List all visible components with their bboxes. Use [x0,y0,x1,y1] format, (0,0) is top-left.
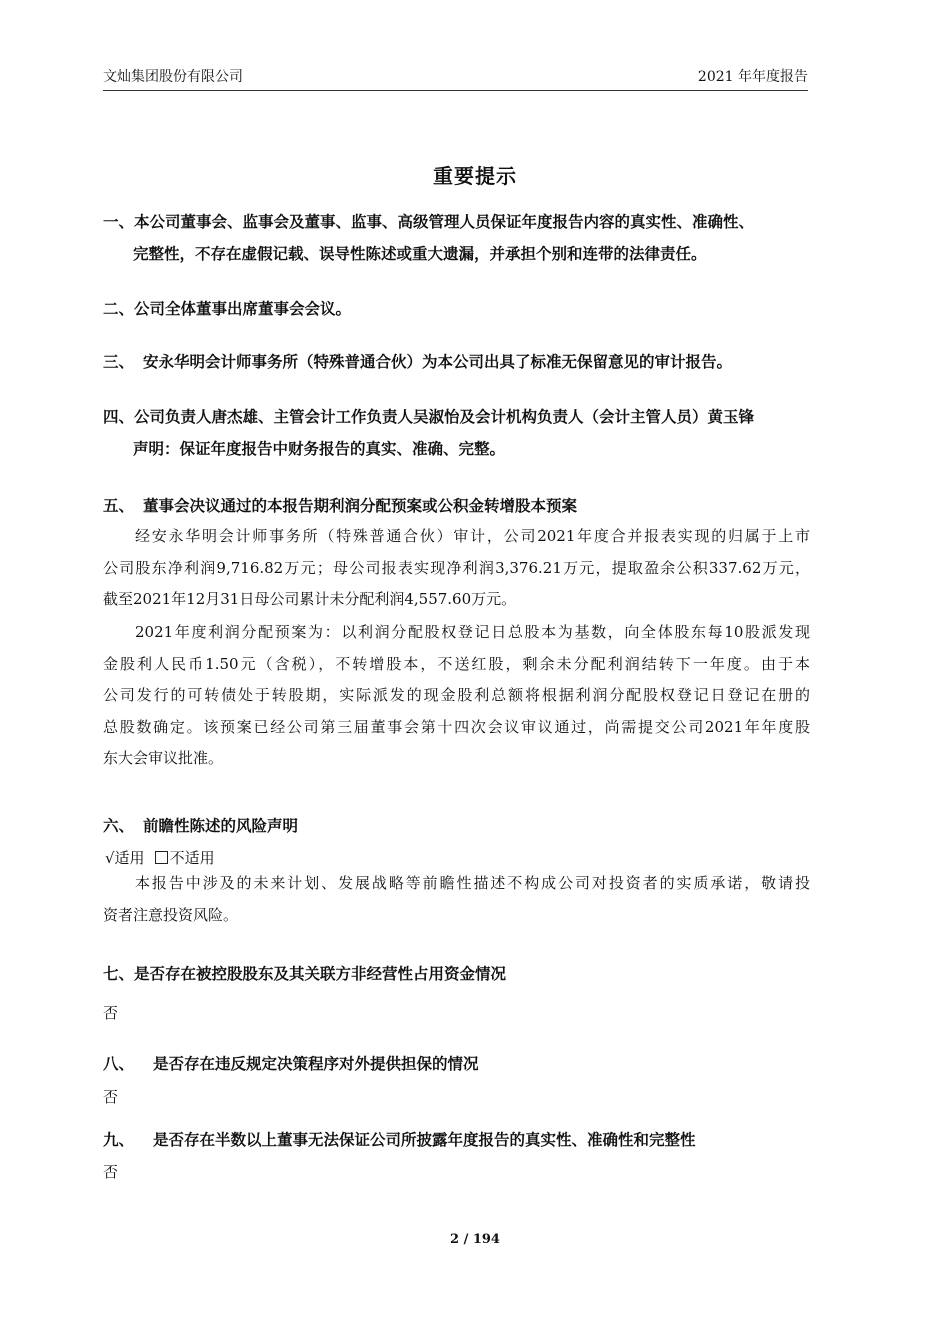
header-company-name: 文灿集团股份有限公司 [103,69,243,85]
item-number: 四、 [103,408,135,426]
notice-item-6 [103,810,810,842]
answer-item-9: 否 [103,1163,119,1181]
item-text-line-1: 前瞻性陈述的风险声明 [143,817,299,835]
item-text-line-1: 本公司董事会、监事会及董事、监事、高级管理人员保证年度报告内容的真实性、准确性、 [134,213,755,231]
item-number: 八、 [103,1055,135,1073]
notice-item-1 [103,206,810,270]
item-number: 三、 [103,353,135,371]
item-text-line-1: 安永华明会计师事务所（特殊普通合伙）为本公司出具了标准无保留意见的审计报告。 [143,353,733,371]
paragraph-line: 截至2021年12月31日母公司累计未分配利润4,557.60万元。 [103,590,517,608]
answer-item-8: 否 [103,1088,119,1106]
notice-item-8 [103,1048,810,1080]
profit-distribution-paragraph-1 [103,521,810,616]
applicability-options [105,848,215,868]
paragraph-line: 2021年度利润分配预案为：以利润分配股权登记日总股本为基数，向全体股东每10股派发现 [135,623,810,641]
paragraph-line: 东大会审议批准。 [103,749,224,767]
notice-item-2 [103,293,810,325]
paragraph-line: 经安永华明会计师事务所（特殊普通合伙）审计，公司2021年度合并报表实现的归属于上市 [135,527,810,545]
notice-item-9 [103,1124,810,1156]
paragraph-line: 本报告中涉及的未来计划、发展战略等前瞻性描述不构成公司对投资者的实质承诺，敬请投 [135,874,810,892]
page-header [103,66,808,91]
risk-statement-paragraph [103,868,810,931]
unchecked-box-icon [155,851,168,864]
item-number: 六、 [103,817,135,835]
applicable-checked-option: √适用 [105,849,145,867]
page-number: 2 / 194 [450,1232,500,1247]
item-text-line-1: 董事会决议通过的本报告期利润分配预案或公积金转增股本预案 [143,497,578,515]
profit-distribution-paragraph-2 [103,617,810,775]
paragraph-line: 资者注意投资风险。 [103,905,239,924]
item-text-line-1: 是否存在半数以上董事无法保证公司所披露年度报告的真实性、准确性和完整性 [153,1131,696,1149]
item-text-line-2: 声明：保证年度报告中财务报告的真实、准确、完整。 [133,440,506,458]
item-text-line-1: 公司负责人唐杰雄、主管会计工作负责人吴淑怡及会计机构负责人（会计主管人员）黄玉锋 [134,408,755,426]
notice-item-7 [103,958,810,990]
item-text-line-1: 公司全体董事出席董事会会议。 [134,300,352,318]
header-report-name: 2021 年年度报告 [697,69,808,85]
item-number: 二、 [103,300,135,318]
answer-item-7: 否 [103,1004,119,1022]
item-text-line-1: 是否存在违反规定决策程序对外提供担保的情况 [153,1055,479,1073]
notice-item-5 [103,490,810,522]
item-number: 五、 [103,497,135,515]
item-number: 一、 [103,213,135,231]
notice-item-4 [103,401,810,465]
page-title: 重要提示 [433,164,517,188]
paragraph-line: 金股利人民币1.50元（含税），不转增股本，不送红股，剩余未分配利润结转下一年度。由于本 [103,654,810,673]
item-number: 九、 [103,1131,135,1149]
paragraph-line: 公司股东净利润9,716.82万元；母公司报表实现净利润3,376.21万元，提取盈余公积337.62万元， [103,558,810,577]
paragraph-line: 总股数确定。该预案已经公司第三届董事会第十四次会议审议通过，尚需提交公司2021年年度股 [103,717,810,736]
paragraph-line: 公司发行的可转债处于转股期，实际派发的现金股利总额将根据利润分配股权登记日登记在册的 [103,686,810,704]
item-text-line-1: 是否存在被控股股东及其关联方非经营性占用资金情况 [134,965,507,983]
item-number: 七、 [103,965,135,983]
not-applicable-option: 不适用 [169,849,215,867]
item-text-line-2: 完整性，不存在虚假记载、误导性陈述或重大遗漏，并承担个别和连带的法律责任。 [133,245,707,263]
notice-item-3 [103,346,810,378]
